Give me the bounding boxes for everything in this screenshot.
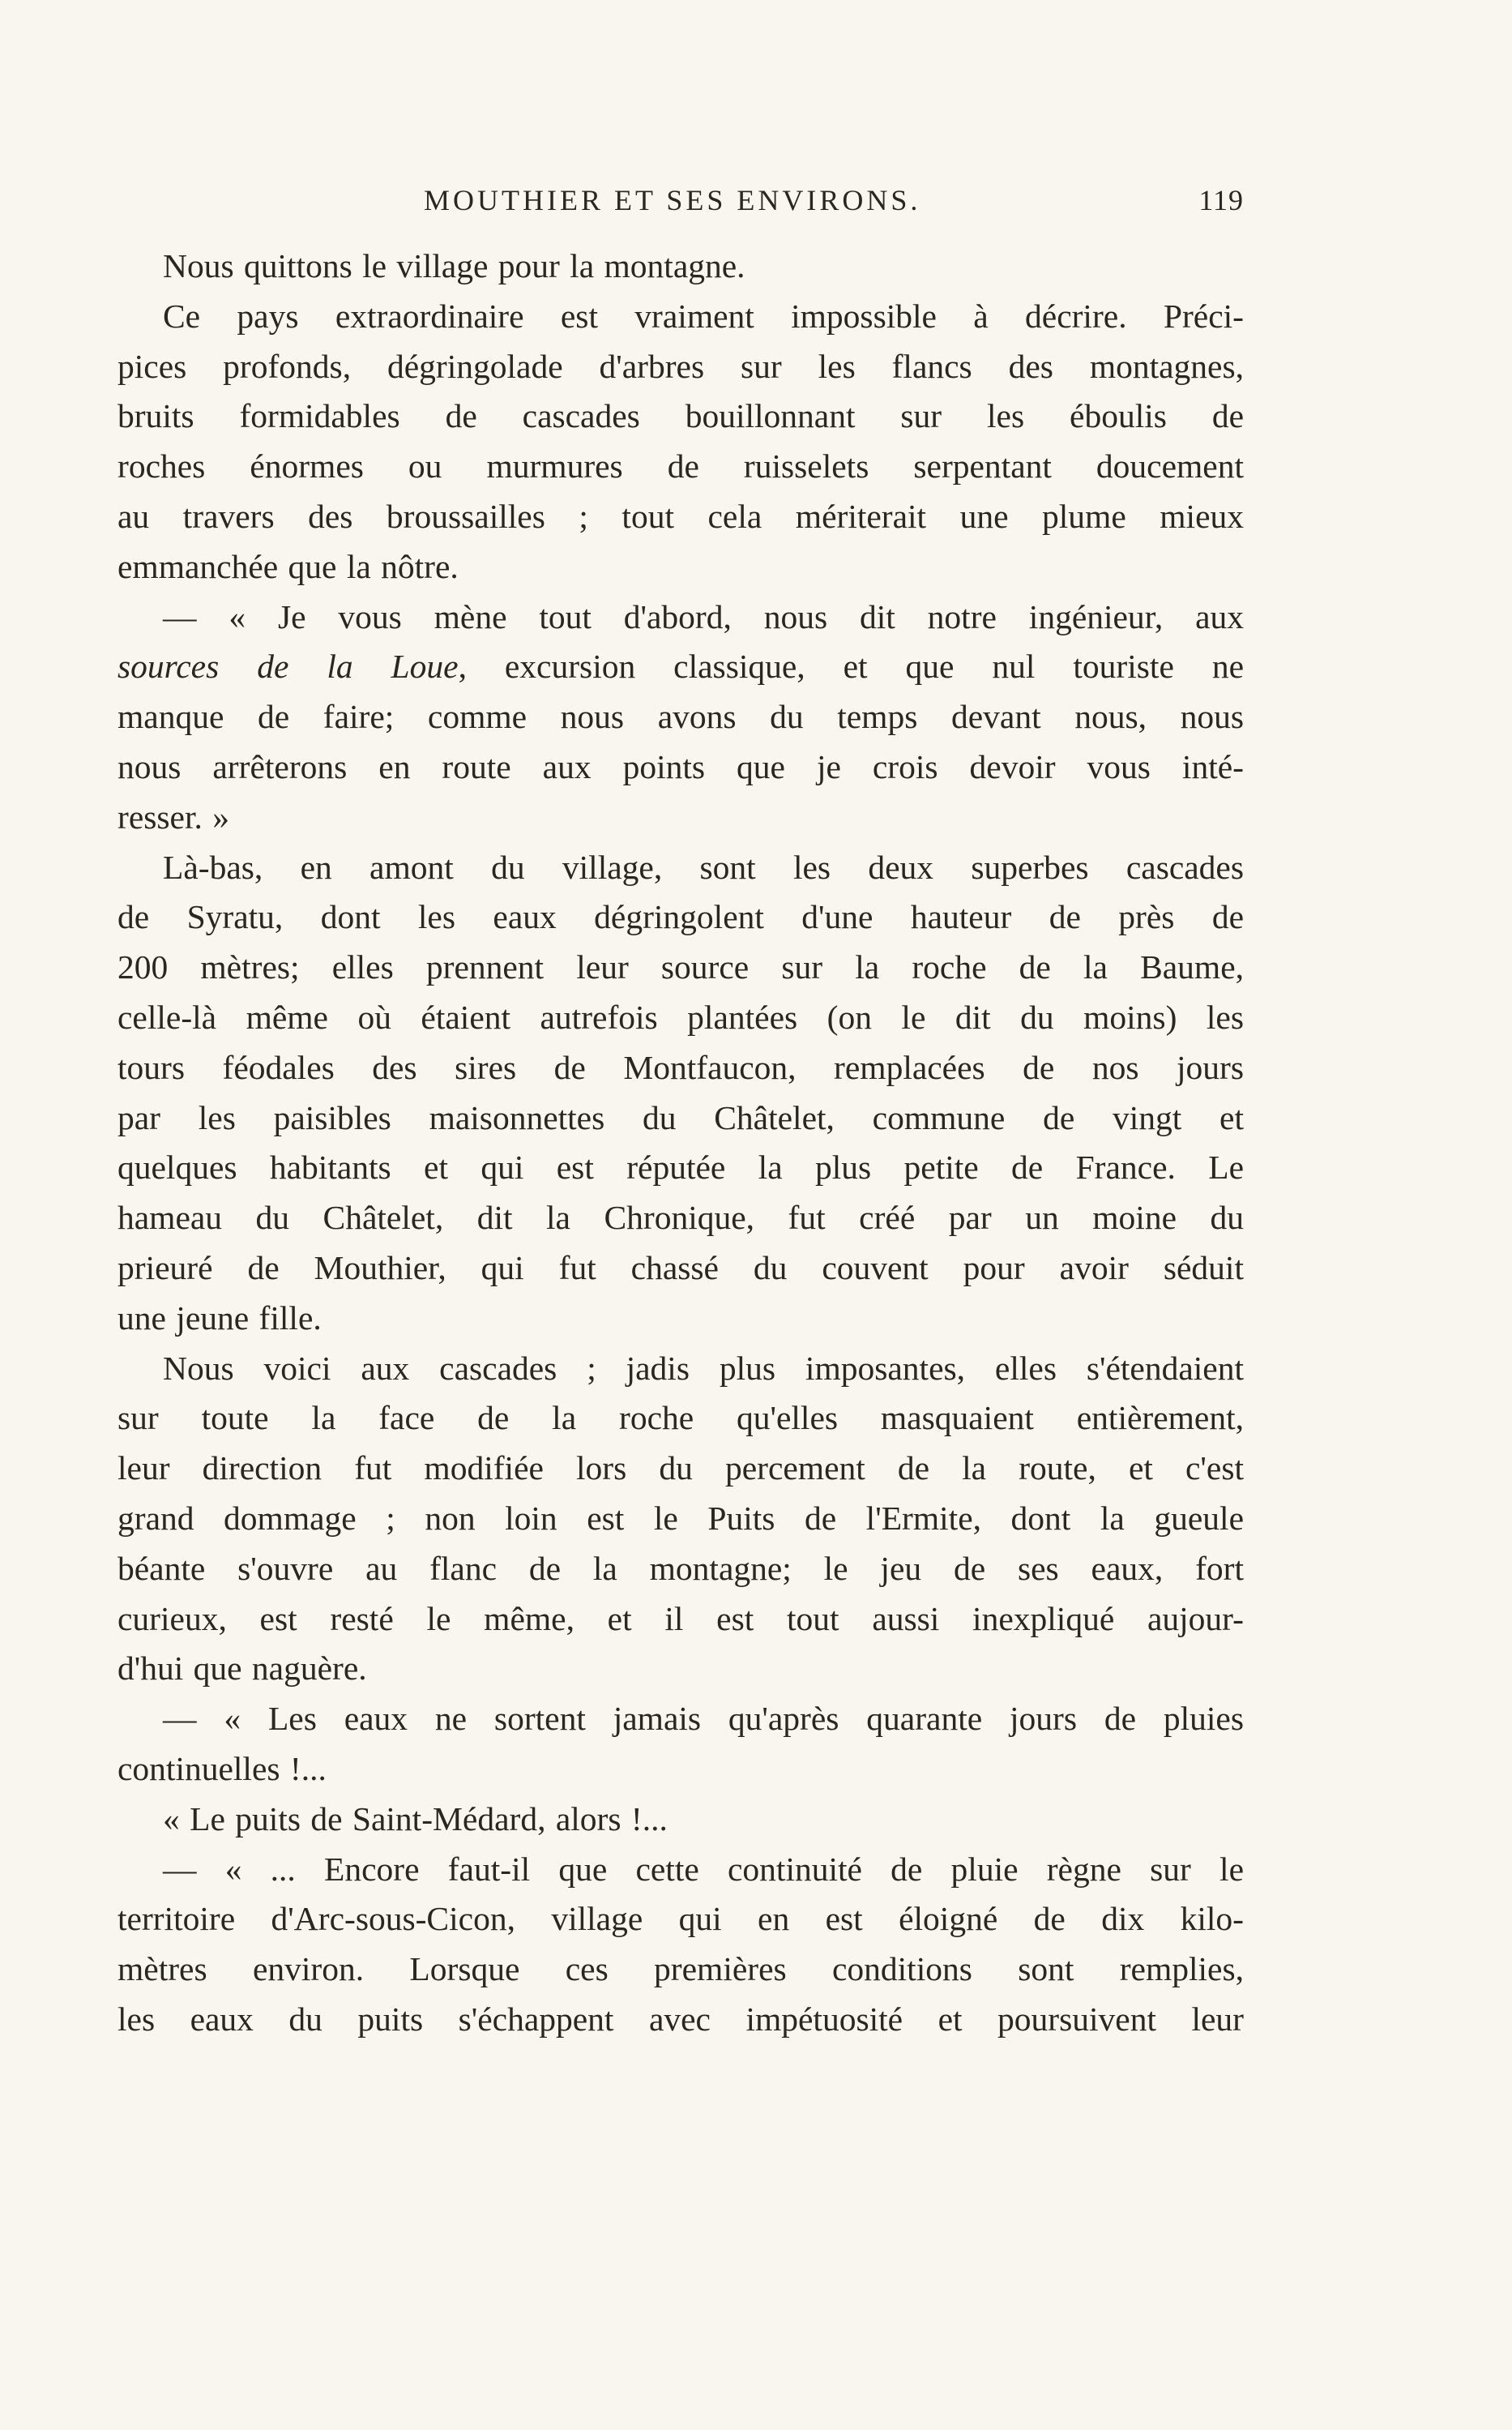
line-text: tours féodales des sires de Montfaucon, remplacées de nos jours (117, 1048, 1244, 1086)
text-line (117, 1243, 1244, 1294)
text-line (117, 542, 1244, 593)
text-line (117, 1644, 1244, 1694)
line-text: au travers des broussailles ; tout cela mériterait une plume mieux (117, 497, 1244, 535)
text-line (117, 242, 1244, 292)
line-text: Là-bas, en amont du village, sont les deux superbes cascades (163, 848, 1244, 886)
line-text: resser. » (117, 798, 229, 836)
text-line (117, 342, 1244, 392)
line-text: pices profonds, dégringolade d'arbres sur les flancs des montagnes, (117, 347, 1244, 385)
line-text: sur toute la face de la roche qu'elles masquaient entièrement, (117, 1399, 1244, 1437)
line-text: roches énormes ou murmures de ruisselets serpentant doucement (117, 447, 1244, 486)
line-text: prieuré de Mouthier, qui fut chassé du couvent pour avoir séduit (117, 1248, 1244, 1286)
text-line (117, 1795, 1244, 1845)
line-text: bruits formidables de cascades bouillonnant sur les éboulis de (117, 397, 1244, 435)
line-text: , excursion classique, et que nul touriste ne (458, 648, 1244, 686)
line-text: grand dommage ; non loin est le Puits de l'Ermite, dont la gueule (117, 1499, 1244, 1537)
text-line (117, 1544, 1244, 1594)
line-text: une jeune fille. (117, 1298, 322, 1337)
line-text: nous arrêterons en route aux points que je crois devoir vous inté- (117, 747, 1244, 785)
text-line (117, 1944, 1244, 1995)
text-line (117, 492, 1244, 542)
line-text: les eaux du puits s'échappent avec impétuosité et poursuivent leur (117, 2000, 1244, 2038)
running-title: MOUTHIER ET SES ENVIRONS. (424, 184, 921, 216)
line-text: 200 mètres; elles prennent leur source sur la roche de la Baume, (117, 948, 1244, 986)
line-text: celle-là même où étaient autrefois plantées (on le dit du moins) les (117, 998, 1244, 1036)
line-text: Ce pays extraordinaire est vraiment impossible à décrire. Préci- (163, 297, 1244, 335)
text-line (117, 1594, 1244, 1645)
text-line (117, 793, 1244, 843)
text-line (117, 1694, 1244, 1744)
page-number: 119 (1198, 184, 1244, 216)
line-text: quelques habitants et qui est réputée la plus petite de France. Le (117, 1149, 1244, 1187)
line-text: emmanchée que la nôtre. (117, 547, 459, 585)
text-line (117, 1143, 1244, 1193)
body-text (117, 242, 1244, 2045)
text-line (117, 1043, 1244, 1093)
line-text: — « ... Encore faut-il que cette continuité de pluie règne sur le (163, 1850, 1244, 1888)
text-line (117, 1444, 1244, 1494)
line-text: manque de faire; comme nous avons du temps devant nous, nous (117, 698, 1244, 736)
text-line (117, 1193, 1244, 1243)
text-line (117, 292, 1244, 342)
line-text: mètres environ. Lorsque ces premières conditions sont remplies, (117, 1950, 1244, 1988)
text-line (117, 642, 1244, 692)
text-line (117, 1894, 1244, 1944)
line-text: Nous voici aux cascades ; jadis plus imposantes, elles s'étendaient (163, 1349, 1244, 1387)
line-text: — « Je vous mène tout d'abord, nous dit notre ingénieur, aux (163, 597, 1244, 635)
line-text: béante s'ouvre au flanc de la montagne; le jeu de ses eaux, fort (117, 1549, 1244, 1587)
text-line (117, 1344, 1244, 1394)
line-text: curieux, est resté le même, et il est tout aussi inexpliqué aujour- (117, 1599, 1244, 1637)
text-line (117, 1494, 1244, 1544)
line-text: territoire d'Arc-sous-Cicon, village qui en est éloigné de dix kilo- (117, 1900, 1244, 1938)
text-line (117, 742, 1244, 793)
line-text: Nous quittons le village pour la montagne. (163, 247, 745, 284)
text-line (117, 843, 1244, 893)
text-line (117, 1995, 1244, 2045)
line-text: de Syratu, dont les eaux dégringolent d'une hauteur de près de (117, 898, 1244, 936)
line-text: hameau du Châtelet, dit la Chronique, fut créé par un moine du (117, 1199, 1244, 1237)
text-line (117, 993, 1244, 1043)
text-line (117, 391, 1244, 442)
text-line (117, 593, 1244, 643)
text-line (117, 1093, 1244, 1144)
text-line (117, 1845, 1244, 1895)
text-line (117, 692, 1244, 742)
text-line (117, 1393, 1244, 1444)
line-text: leur direction fut modifiée lors du percement de la route, et c'est (117, 1449, 1244, 1487)
line-text: continuelles !... (117, 1749, 327, 1787)
italic-title: sources de la Loue (117, 648, 459, 686)
running-head (117, 180, 1244, 220)
line-text: par les paisibles maisonnettes du Châtelet, commune de vingt et (117, 1098, 1244, 1136)
text-line (117, 1294, 1244, 1344)
line-text: « Le puits de Saint-Médard, alors !... (163, 1799, 668, 1837)
text-line (117, 442, 1244, 492)
text-line (117, 943, 1244, 993)
text-line (117, 892, 1244, 943)
line-text: — « Les eaux ne sortent jamais qu'après quarante jours de pluies (163, 1700, 1244, 1738)
text-line (117, 1744, 1244, 1795)
line-text: d'hui que naguère. (117, 1649, 367, 1688)
